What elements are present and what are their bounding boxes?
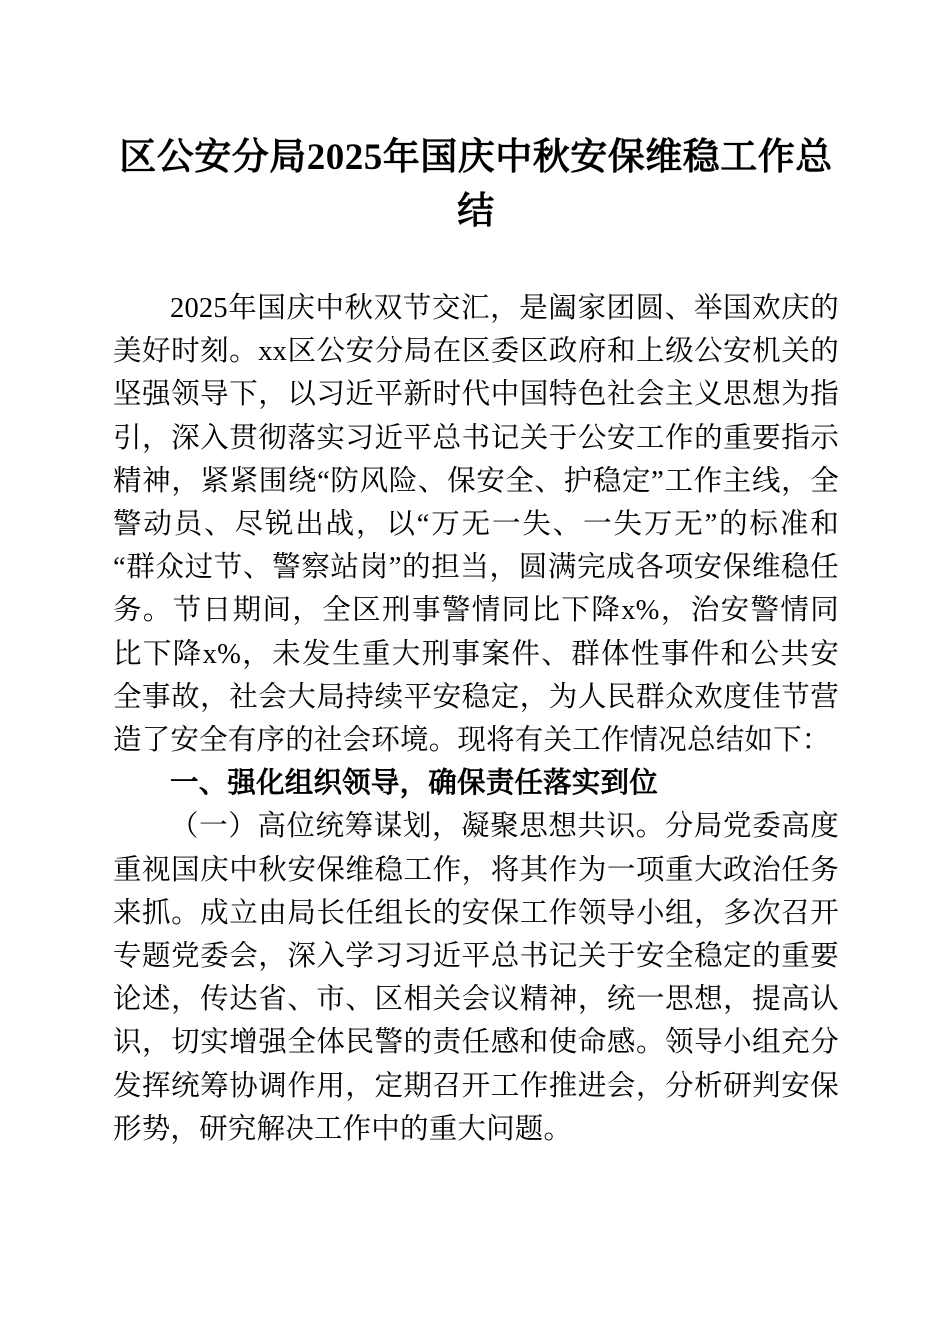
section-heading-one: 一、强化组织领导，确保责任落实到位 [170, 767, 658, 800]
document-content [113, 0, 839, 1151]
page-title: 区公安分局2025年国庆中秋安保维稳工作总结 [119, 137, 833, 232]
intro-paragraph: 2025年国庆中秋双节交汇，是阖家团圆、举国欢庆的美好时刻。xx区公安分局在区委区政府和上级公安机关的坚强领导下，以习近平新时代中国特色社会主义思想为指引，深入贯彻落实习近平总书记关于公安工作的重要指示精神，紧紧围绕“防风险、保安全、护稳定”工作主线，全警动员、尽锐出战，以“万无一失、一失万无”的标准和“群众过节、警察站岗”的担当，圆满完成各项安保维稳任务。节日期间，全区刑事警情同比下降x%，治安警情同比下降x%，未发生重大刑事案件、群体性事件和公共安全事故，社会大局持续平安稳定，为人民群众欢度佳节营造了安全有序的社会环境。现将有关工作情况总结如下： [113, 293, 839, 757]
document-body [113, 239, 839, 1151]
section-one-item-one-paragraph: （一）高位统筹谋划，凝聚思想共识。分局党委高度重视国庆中秋安保维稳工作，将其作为一项重大政治任务来抓。成立由局长任组长的安保工作领导小组，多次召开专题党委会，深入学习习近平总书记关于安全稳定的重要论述，传达省、市、区相关会议精神，统一思想，提高认识，切实增强全体民警的责任感和使命感。领导小组充分发挥统筹协调作用，定期召开工作推进会，分析研判安保形势，研究解决工作中的重大问题。 [113, 811, 839, 1145]
